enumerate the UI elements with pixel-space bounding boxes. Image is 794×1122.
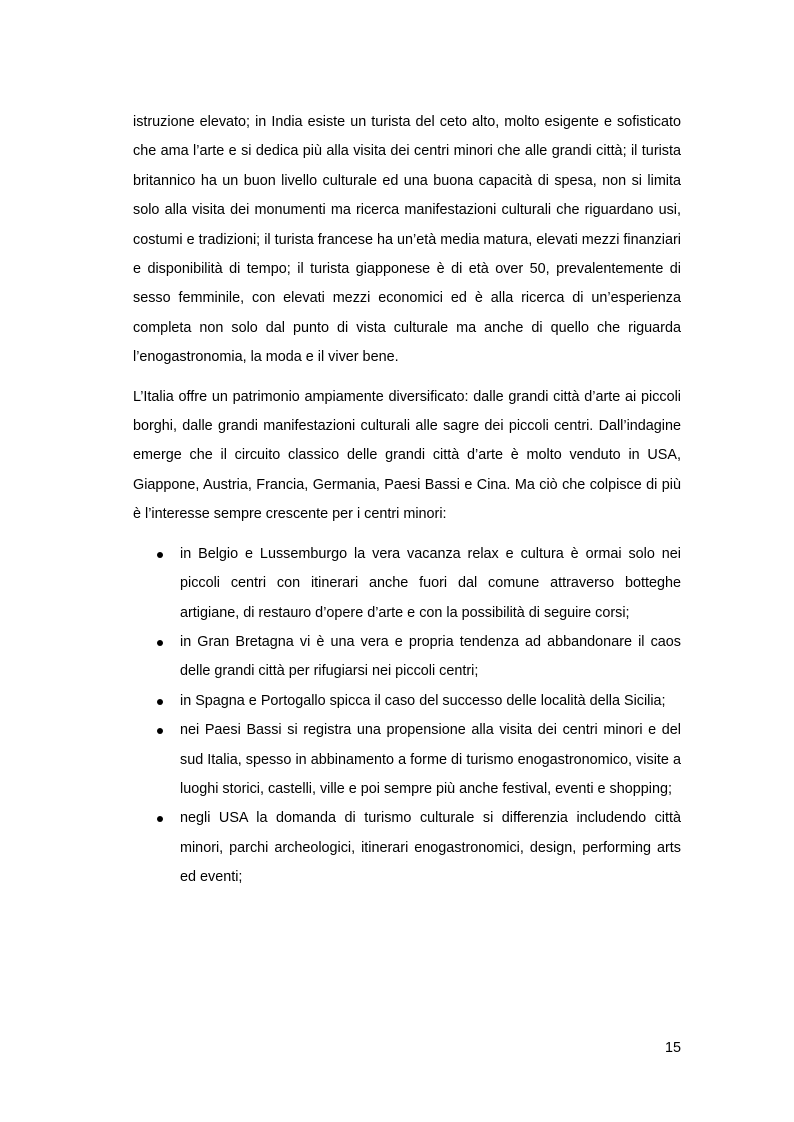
list-item (133, 716, 681, 804)
page-number: 15 (664, 1040, 681, 1056)
body-paragraph: L’Italia offre un patrimonio ampiamente diversificato: dalle grandi città d’arte ai piccoli borghi, dalle grandi manifestazioni culturali alle sagre dei piccoli centri. Dall’indagine emerge che il circuito classico delle grandi città d’arte è molto venduto in USA, Giappone, Austria, Francia, Germania, Paesi Bassi e Cina. Ma ciò che colpisce di più è l’interesse sempre crescente per i centri minori: (133, 388, 681, 523)
body-paragraph: istruzione elevato; in India esiste un turista del ceto alto, molto esigente e sofisticato che ama l’arte e si dedica più alla visita dei centri minori che alle grandi città; il turista britannico ha un buon livello culturale ed una buona capacità di spesa, non si limita solo alla visita dei monumenti ma ricerca manifestazioni culturali che riguardano usi, costumi e tradizioni; il turista francese ha un’età media matura, elevati mezzi finanziari e disponibilità di tempo; il turista giapponese è di età over 50, prevalentemente di sesso femminile, con elevati mezzi economici ed è alla ricerca di un’esperienza completa non solo dal punto di vista culturale ma anche di quello che riguarda l’enogastronomia, la moda e il viver bene. (133, 114, 681, 366)
page-body (133, 108, 681, 893)
list-item-text: in Spagna e Portogallo spicca il caso del successo delle località della Sicilia; (180, 692, 666, 709)
bullet-icon (157, 552, 163, 558)
bullet-icon (157, 728, 163, 734)
list-item (133, 628, 681, 687)
list-item-text: in Belgio e Lussemburgo la vera vacanza relax e cultura è ormai solo nei piccoli centri con itinerari anche fuori dal comune attraverso botteghe artigiane, di restauro d’opere d’arte e con la possibilità di seguire corsi; (180, 545, 681, 621)
list-item (133, 540, 681, 628)
list-item-text: nei Paesi Bassi si registra una propensione alla visita dei centri minori e del sud Italia, spesso in abbinamento a forme di turismo enogastronomico, visite a luoghi storici, castelli, ville e poi sempre più anche festival, eventi e shopping; (180, 722, 681, 797)
bullet-icon (157, 816, 163, 822)
list-item-text: negli USA la domanda di turismo culturale si differenzia includendo città minori, parchi archeologici, itinerari enogastronomici, design, performing arts ed eventi; (180, 810, 681, 886)
list-item (133, 804, 681, 892)
list-item-text: in Gran Bretagna vi è una vera e propria tendenza ad abbandonare il caos delle grandi città per rifugiarsi nei piccoli centri; (180, 633, 681, 680)
bullet-icon (157, 640, 163, 646)
bullet-list (133, 540, 681, 893)
list-item (133, 687, 681, 716)
bullet-icon (157, 699, 163, 705)
